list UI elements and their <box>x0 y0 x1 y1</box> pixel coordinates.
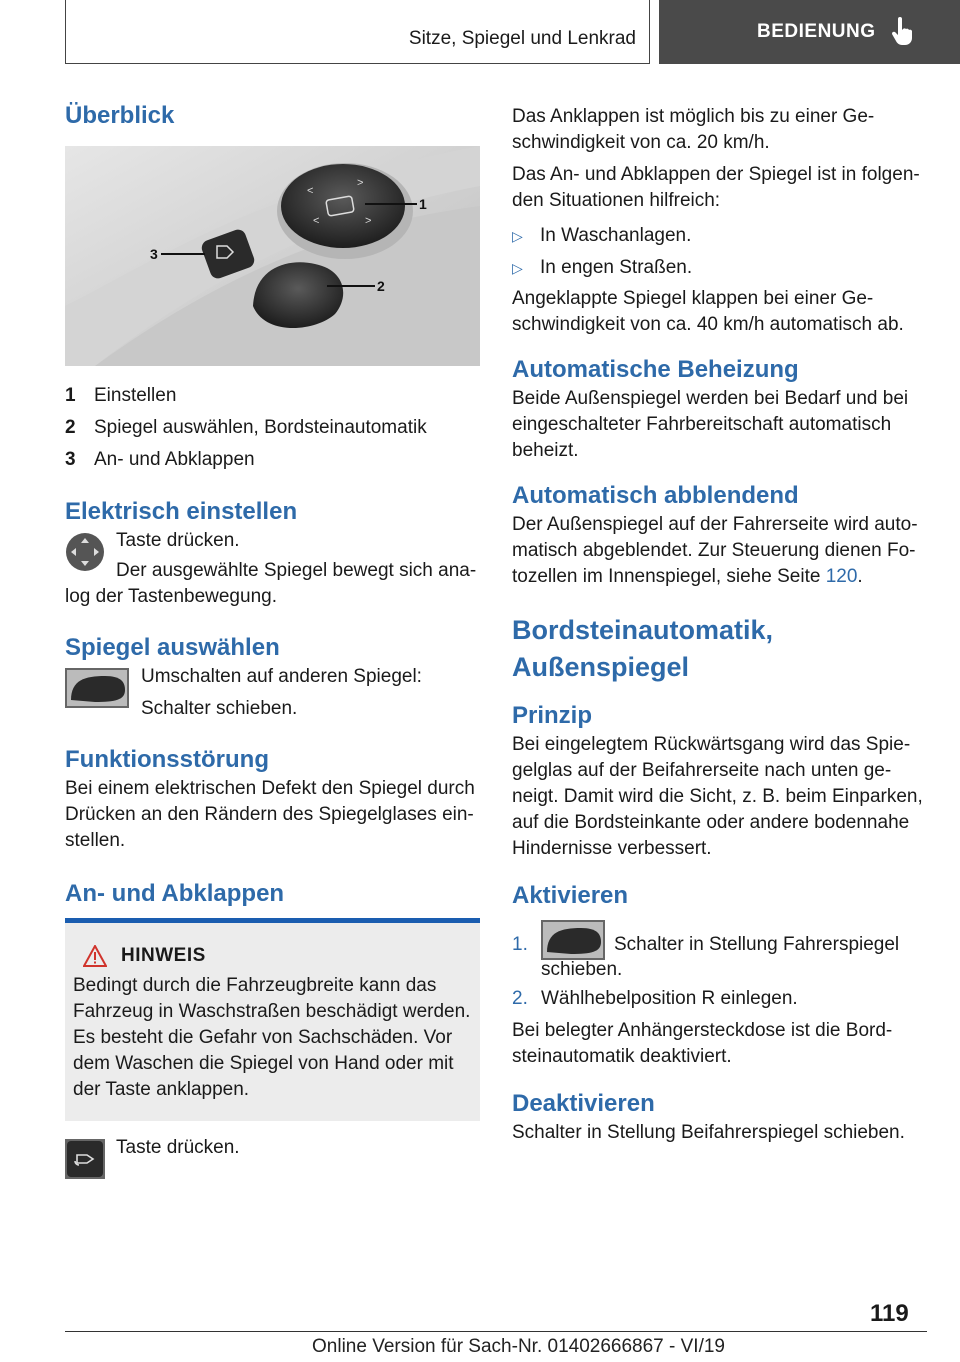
warning-triangle-icon <box>83 945 107 967</box>
note-line: dem Waschen die Spiegel von Hand oder mit <box>73 1053 454 1074</box>
auto-unfold-line: Angeklappte Spiegel klappen bei einer Ge- <box>512 288 874 309</box>
dimming-line-3-end: . <box>857 566 863 587</box>
adjust-pad-icon <box>65 532 105 572</box>
warning-note <box>65 923 480 1121</box>
curb-heading-line-1: Bordsteinautomatik, <box>512 615 774 645</box>
select-line-2: Schalter schieben. <box>141 698 298 719</box>
chapter-label: BEDIENUNG <box>757 21 876 42</box>
principle-heading: Prinzip <box>512 702 593 729</box>
triangle-bullet-icon: ▷ <box>512 260 523 276</box>
mirror-select-paragraph <box>65 664 480 722</box>
legend-number: 1 <box>65 385 76 406</box>
dimming-paragraph <box>512 512 927 590</box>
electric-adjust-heading: Elektrisch einstellen <box>65 498 298 525</box>
hand-pointer-icon <box>890 17 916 47</box>
note-line: der Taste anklappen. <box>73 1079 250 1100</box>
fault-line: Drücken an den Rändern des Spiegelglases ein- <box>65 804 474 825</box>
principle-paragraph <box>512 732 927 862</box>
footer-divider <box>65 1331 927 1332</box>
svg-text:<: < <box>307 185 314 197</box>
legend-text: Einstellen <box>94 385 177 406</box>
trailer-paragraph <box>512 1018 927 1070</box>
fault-line: stellen. <box>65 830 126 851</box>
auto-unfold-line: schwindigkeit von ca. 40 km/h automatisch ab. <box>512 314 904 335</box>
principle-line: auf die Bordsteinkante oder andere bodennahe <box>512 812 910 833</box>
intro-line: den Situationen hilfreich: <box>512 190 721 211</box>
heating-heading: Automatische Beheizung <box>512 356 799 383</box>
triangle-bullet-icon: ▷ <box>512 228 523 244</box>
list-item <box>512 220 927 252</box>
fault-line: Bei einem elektrischen Defekt den Spiegel durch <box>65 778 475 799</box>
fault-paragraph <box>65 776 480 854</box>
left-column <box>65 92 480 1161</box>
trailer-line: steinautomatik deaktiviert. <box>512 1046 732 1067</box>
principle-line: gelglas auf der Beifahrerseite nach unten ge- <box>512 760 892 781</box>
svg-text:>: > <box>357 177 364 189</box>
section-title: Sitze, Spiegel und Lenkrad <box>408 28 636 49</box>
principle-line: Bei eingelegtem Rückwärtsgang wird das Spie- <box>512 734 911 755</box>
svg-text:<: < <box>313 215 320 227</box>
step-2 <box>512 986 927 1012</box>
step-1 <box>512 920 927 978</box>
note-line: Bedingt durch die Fahrzeugbreite kann das <box>73 975 437 996</box>
electric-line-3: log der Tastenbewegung. <box>65 586 277 607</box>
photo-callout-2: 2 <box>377 278 385 294</box>
heating-line: beheizt. <box>512 440 579 461</box>
activate-heading: Aktivieren <box>512 882 629 909</box>
dimming-line-3-text: tozellen im Innenspiegel, siehe Seite <box>512 566 826 587</box>
legend-number: 2 <box>65 417 76 438</box>
fold-mirror-button-icon <box>65 1139 105 1179</box>
curb-heading-line-2: Außenspiegel <box>512 652 690 682</box>
legend-text: An- und Abklappen <box>94 449 255 470</box>
step-1-line-1: Schalter in Stellung Fahrerspiegel <box>614 934 900 955</box>
trailer-line: Bei belegter Anhängersteckdose ist die Bord- <box>512 1020 893 1041</box>
electric-line-2: Der ausgewählte Spiegel bewegt sich ana- <box>116 560 477 581</box>
dimming-line-1: Der Außenspiegel auf der Fahrerseite wird auto- <box>512 514 918 535</box>
step-number: 1. <box>512 934 528 955</box>
note-title: HINWEIS <box>121 945 206 966</box>
legend-item <box>65 380 480 412</box>
chapter-tab[interactable] <box>659 0 960 64</box>
note-header <box>83 945 472 967</box>
photo-callout-3: 3 <box>150 246 158 262</box>
activate-steps <box>512 920 927 1012</box>
mirror-switch-icon <box>65 668 129 708</box>
mirror-select-heading: Spiegel auswählen <box>65 634 280 661</box>
intro-line: Das Anklappen ist möglich bis zu einer Ge- <box>512 106 875 127</box>
step-2-text: Wählhebelposition R einlegen. <box>541 988 798 1009</box>
fold-heading: An- und Abklappen <box>65 880 285 907</box>
list-item-text: In Waschanlagen. <box>540 225 692 246</box>
page-number: 119 <box>870 1300 909 1327</box>
legend-item <box>65 412 480 444</box>
step-number: 2. <box>512 988 528 1009</box>
step-1-line-2: schieben. <box>541 959 623 980</box>
principle-line: Hindernisse verbessert. <box>512 838 712 859</box>
legend-text: Spiegel auswählen, Bordsteinautomatik <box>94 417 427 438</box>
right-column <box>512 92 927 1146</box>
note-line: Es besteht die Gefahr von Sachschäden. Vor <box>73 1027 453 1048</box>
heating-line: eingeschalteter Fahrbereitschaft automatisch <box>512 414 892 435</box>
heating-line: Beide Außenspiegel werden bei Bedarf und bei <box>512 388 909 409</box>
mirror-control-photo <box>65 146 480 366</box>
deactivate-text: Schalter in Stellung Beifahrerspiegel schieben. <box>512 1122 905 1143</box>
fault-heading: Funktionsstörung <box>65 746 269 773</box>
list-item <box>512 252 927 284</box>
svg-text:>: > <box>365 215 372 227</box>
online-version-text: Online Version für Sach-Nr. 01402666867 - VI/19 <box>312 1336 725 1357</box>
mirror-switch-icon <box>541 920 605 960</box>
photo-callout-1: 1 <box>419 196 427 212</box>
principle-line: neigt. Damit wird die Sicht, z. B. beim Einparken, <box>512 786 923 807</box>
legend-number: 3 <box>65 449 76 470</box>
photo-legend <box>65 380 480 476</box>
fold-press-paragraph <box>65 1135 480 1161</box>
legend-item <box>65 444 480 476</box>
intro-line: Das An- und Abklappen der Spiegel ist in folgen- <box>512 164 920 185</box>
list-item-text: In engen Straßen. <box>540 257 693 278</box>
electric-adjust-paragraph <box>65 528 480 610</box>
deactivate-heading: Deaktivieren <box>512 1090 655 1117</box>
heating-paragraph <box>512 386 927 464</box>
intro-line: schwindigkeit von ca. 20 km/h. <box>512 132 770 153</box>
situation-list <box>512 220 927 284</box>
note-line: Fahrzeug in Waschstraßen beschädigt werden. <box>73 1001 471 1022</box>
dimming-line-2: matisch abgeblendet. Zur Steuerung dienen Fo- <box>512 540 916 561</box>
select-line-1: Umschalten auf anderen Spiegel: <box>141 666 422 687</box>
dimming-heading: Automatisch abblendend <box>512 482 799 509</box>
overview-heading: Überblick <box>65 102 175 129</box>
dimming-line-3 <box>512 564 927 590</box>
fold-press-text: Taste drücken. <box>116 1137 240 1158</box>
page-reference-link[interactable]: 120 <box>825 566 858 587</box>
electric-line-1: Taste drücken. <box>116 530 240 551</box>
fold-intro-paragraph <box>512 104 927 214</box>
auto-unfold-paragraph <box>512 286 927 338</box>
header-section-box <box>65 0 650 64</box>
